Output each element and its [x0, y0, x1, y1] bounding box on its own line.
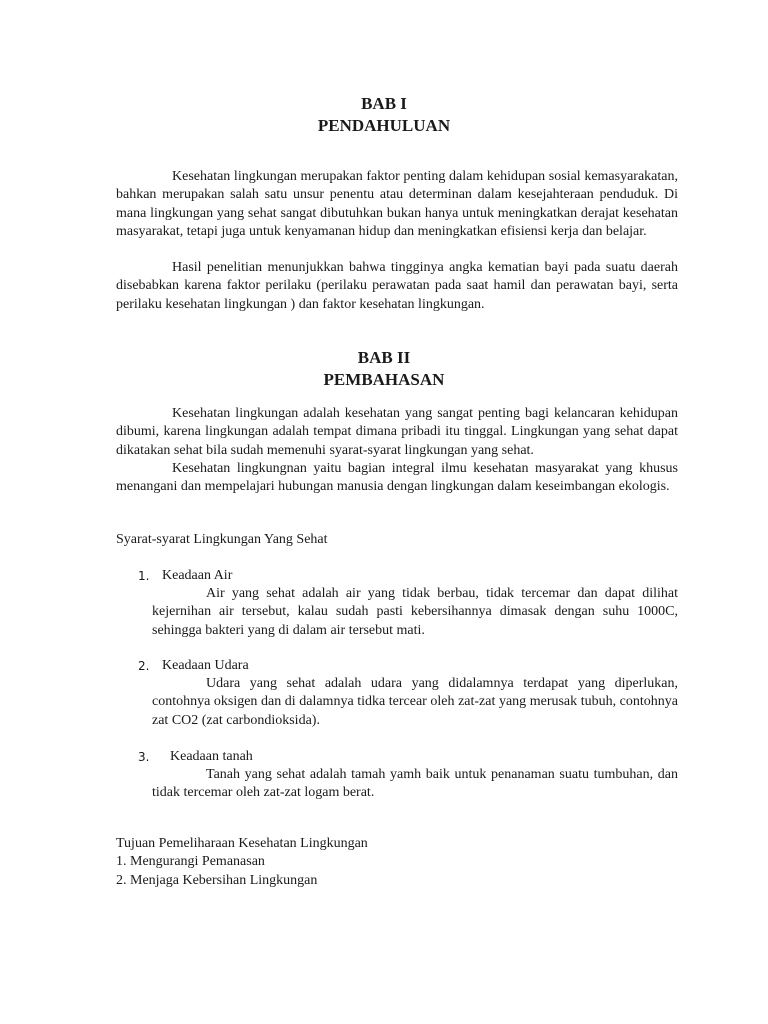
tujuan-heading: Tujuan Pemeliharaan Kesehatan Lingkungan: [116, 836, 368, 851]
list-number: 2.: [138, 659, 150, 673]
list-number: 3.: [138, 750, 150, 764]
list-number: 1.: [138, 569, 150, 583]
list-item-body: Udara yang sehat adalah udara yang didalamnya terdapat yang diperlukan, contohnya oksigen dan di dalamnya tidka tercear oleh zat-zat yang merusak tubuh, contohnya zat CO2 (zat carbondioksida).: [152, 676, 678, 728]
tujuan-item: 1. Mengurangi Pemanasan: [116, 854, 265, 869]
list-item-title: Keadaan Air: [162, 568, 233, 583]
bab2-paragraph-1: Kesehatan lingkungan adalah kesehatan yang sangat penting bagi kelancaran kehidupan dibumi, karena lingkungan adalah tempat dimana pribadi itu tinggal. Lingkungan yang sehat dapat dikatakan sehat bila sudah memenuhi syarat-syarat lingkungan yang sehat.: [116, 406, 678, 458]
list-item-title: Keadaan tanah: [170, 749, 253, 764]
bab1-title: PENDAHULUAN: [317, 116, 451, 135]
list-item-title: Keadaan Udara: [162, 658, 249, 673]
syarat-heading: Syarat-syarat Lingkungan Yang Sehat: [116, 532, 328, 547]
bab2-paragraph-2: Kesehatan lingkungnan yaitu bagian integral ilmu kesehatan masyarakat yang khusus menangani dan mempelajari hubungan manusia dengan lingkungan dalam keseimbangan ekologis.: [116, 461, 678, 495]
bab1-paragraph-2: Hasil penelitian menunjukkan bahwa tingginya angka kematian bayi pada suatu daerah disebabkan karena faktor perilaku (perilaku perawatan pada saat hamil dan perawatan bayi, serta perilaku kesehatan lingkungan ) dan faktor kesehatan lingkungan.: [116, 260, 678, 312]
list-item-body: Tanah yang sehat adalah tamah yamh baik untuk penanaman suatu tumbuhan, dan tidak tercemar oleh zat-zat logam berat.: [152, 767, 678, 801]
list-item-body: Air yang sehat adalah air yang tidak berbau, tidak tercemar dan dapat dilihat kejernihan air tersebut, kalau sudah pasti kebersihannya dimasak dengan suhu 1000C, sehingga bakteri yang di dalam air tersebut mati.: [152, 586, 678, 638]
bab2-title: PEMBAHASAN: [323, 370, 445, 389]
bab1-paragraph-1: Kesehatan lingkungan merupakan faktor penting dalam kehidupan sosial kemasyarakatan, bahkan merupakan salah satu unsur penentu atau determinan dalam kesejahteraan penduduk. Di mana lingkungan yang sehat sangat dibutuhkan bukan hanya untuk meningkatkan derajat kesehatan masyarakat, tetapi juga untuk kenyamanan hidup dan meningkatkan efisiensi kerja dan belajar.: [116, 169, 678, 239]
tujuan-item: 2. Menjaga Kebersihan Lingkungan: [116, 873, 318, 888]
bab1-label: BAB I: [361, 94, 407, 113]
bab2-label: BAB II: [357, 348, 411, 367]
